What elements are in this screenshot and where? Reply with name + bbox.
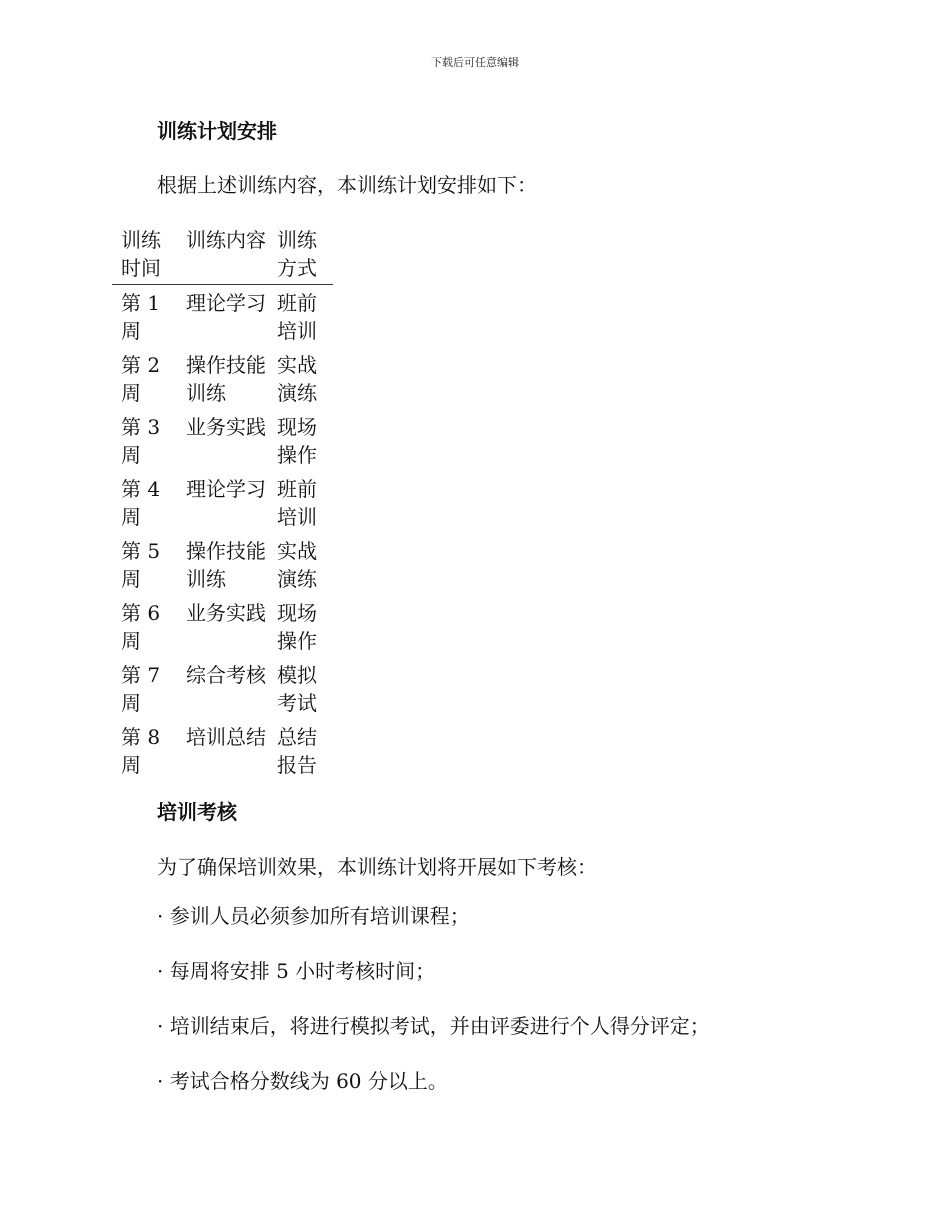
list-item: · 每周将安排 5 小时考核时间； <box>157 959 436 983</box>
cell-content: 理论学习 <box>186 477 266 501</box>
table-body <box>112 285 333 782</box>
assessment-intro: 为了确保培训效果，本训练计划将开展如下考核： <box>157 855 597 879</box>
header-training-time: 训练时间 <box>112 224 177 285</box>
cell-week: 第 8 周 <box>121 725 161 777</box>
cell-method: 实战演练 <box>277 353 317 405</box>
cell-content: 理论学习 <box>186 291 266 315</box>
header-training-method: 训练方式 <box>268 224 333 285</box>
training-plan-intro: 根据上述训练内容，本训练计划安排如下： <box>157 173 537 197</box>
cell-method: 总结报告 <box>277 725 317 777</box>
table-row <box>112 595 333 657</box>
cell-week: 第 1 周 <box>121 291 161 343</box>
cell-method: 现场操作 <box>277 601 317 653</box>
cell-content: 培训总结 <box>186 725 266 749</box>
page-header-note: 下载后可任意编辑 <box>431 56 519 69</box>
table-header-row <box>112 224 333 285</box>
cell-content: 操作技能训练 <box>186 353 266 405</box>
assessment-list <box>157 900 710 1120</box>
cell-method: 实战演练 <box>277 539 317 591</box>
cell-week: 第 4 周 <box>121 477 161 529</box>
list-item: · 参训人员必须参加所有培训课程； <box>157 904 470 928</box>
cell-week: 第 7 周 <box>121 663 161 715</box>
table-row <box>112 347 333 409</box>
table-row <box>112 471 333 533</box>
training-schedule-table <box>112 224 333 781</box>
cell-content: 操作技能训练 <box>186 539 266 591</box>
cell-content: 业务实践 <box>186 601 266 625</box>
cell-week: 第 5 周 <box>121 539 161 591</box>
cell-method: 班前培训 <box>277 477 317 529</box>
cell-week: 第 3 周 <box>121 415 161 467</box>
assessment-heading: 培训考核 <box>157 800 237 824</box>
cell-method: 班前培训 <box>277 291 317 343</box>
table-row <box>112 657 333 719</box>
table-row <box>112 285 333 348</box>
cell-content: 业务实践 <box>186 415 266 439</box>
cell-week: 第 2 周 <box>121 353 161 405</box>
header-training-content: 训练内容 <box>177 224 268 285</box>
table-row <box>112 719 333 781</box>
table-row <box>112 409 333 471</box>
training-plan-heading: 训练计划安排 <box>157 119 277 143</box>
cell-week: 第 6 周 <box>121 601 161 653</box>
cell-method: 模拟考试 <box>277 663 317 715</box>
cell-content: 综合考核 <box>186 663 266 687</box>
list-item: · 考试合格分数线为 60 分以上。 <box>157 1069 448 1093</box>
cell-method: 现场操作 <box>277 415 317 467</box>
table-row <box>112 533 333 595</box>
list-item: · 培训结束后，将进行模拟考试，并由评委进行个人得分评定； <box>157 1014 710 1038</box>
